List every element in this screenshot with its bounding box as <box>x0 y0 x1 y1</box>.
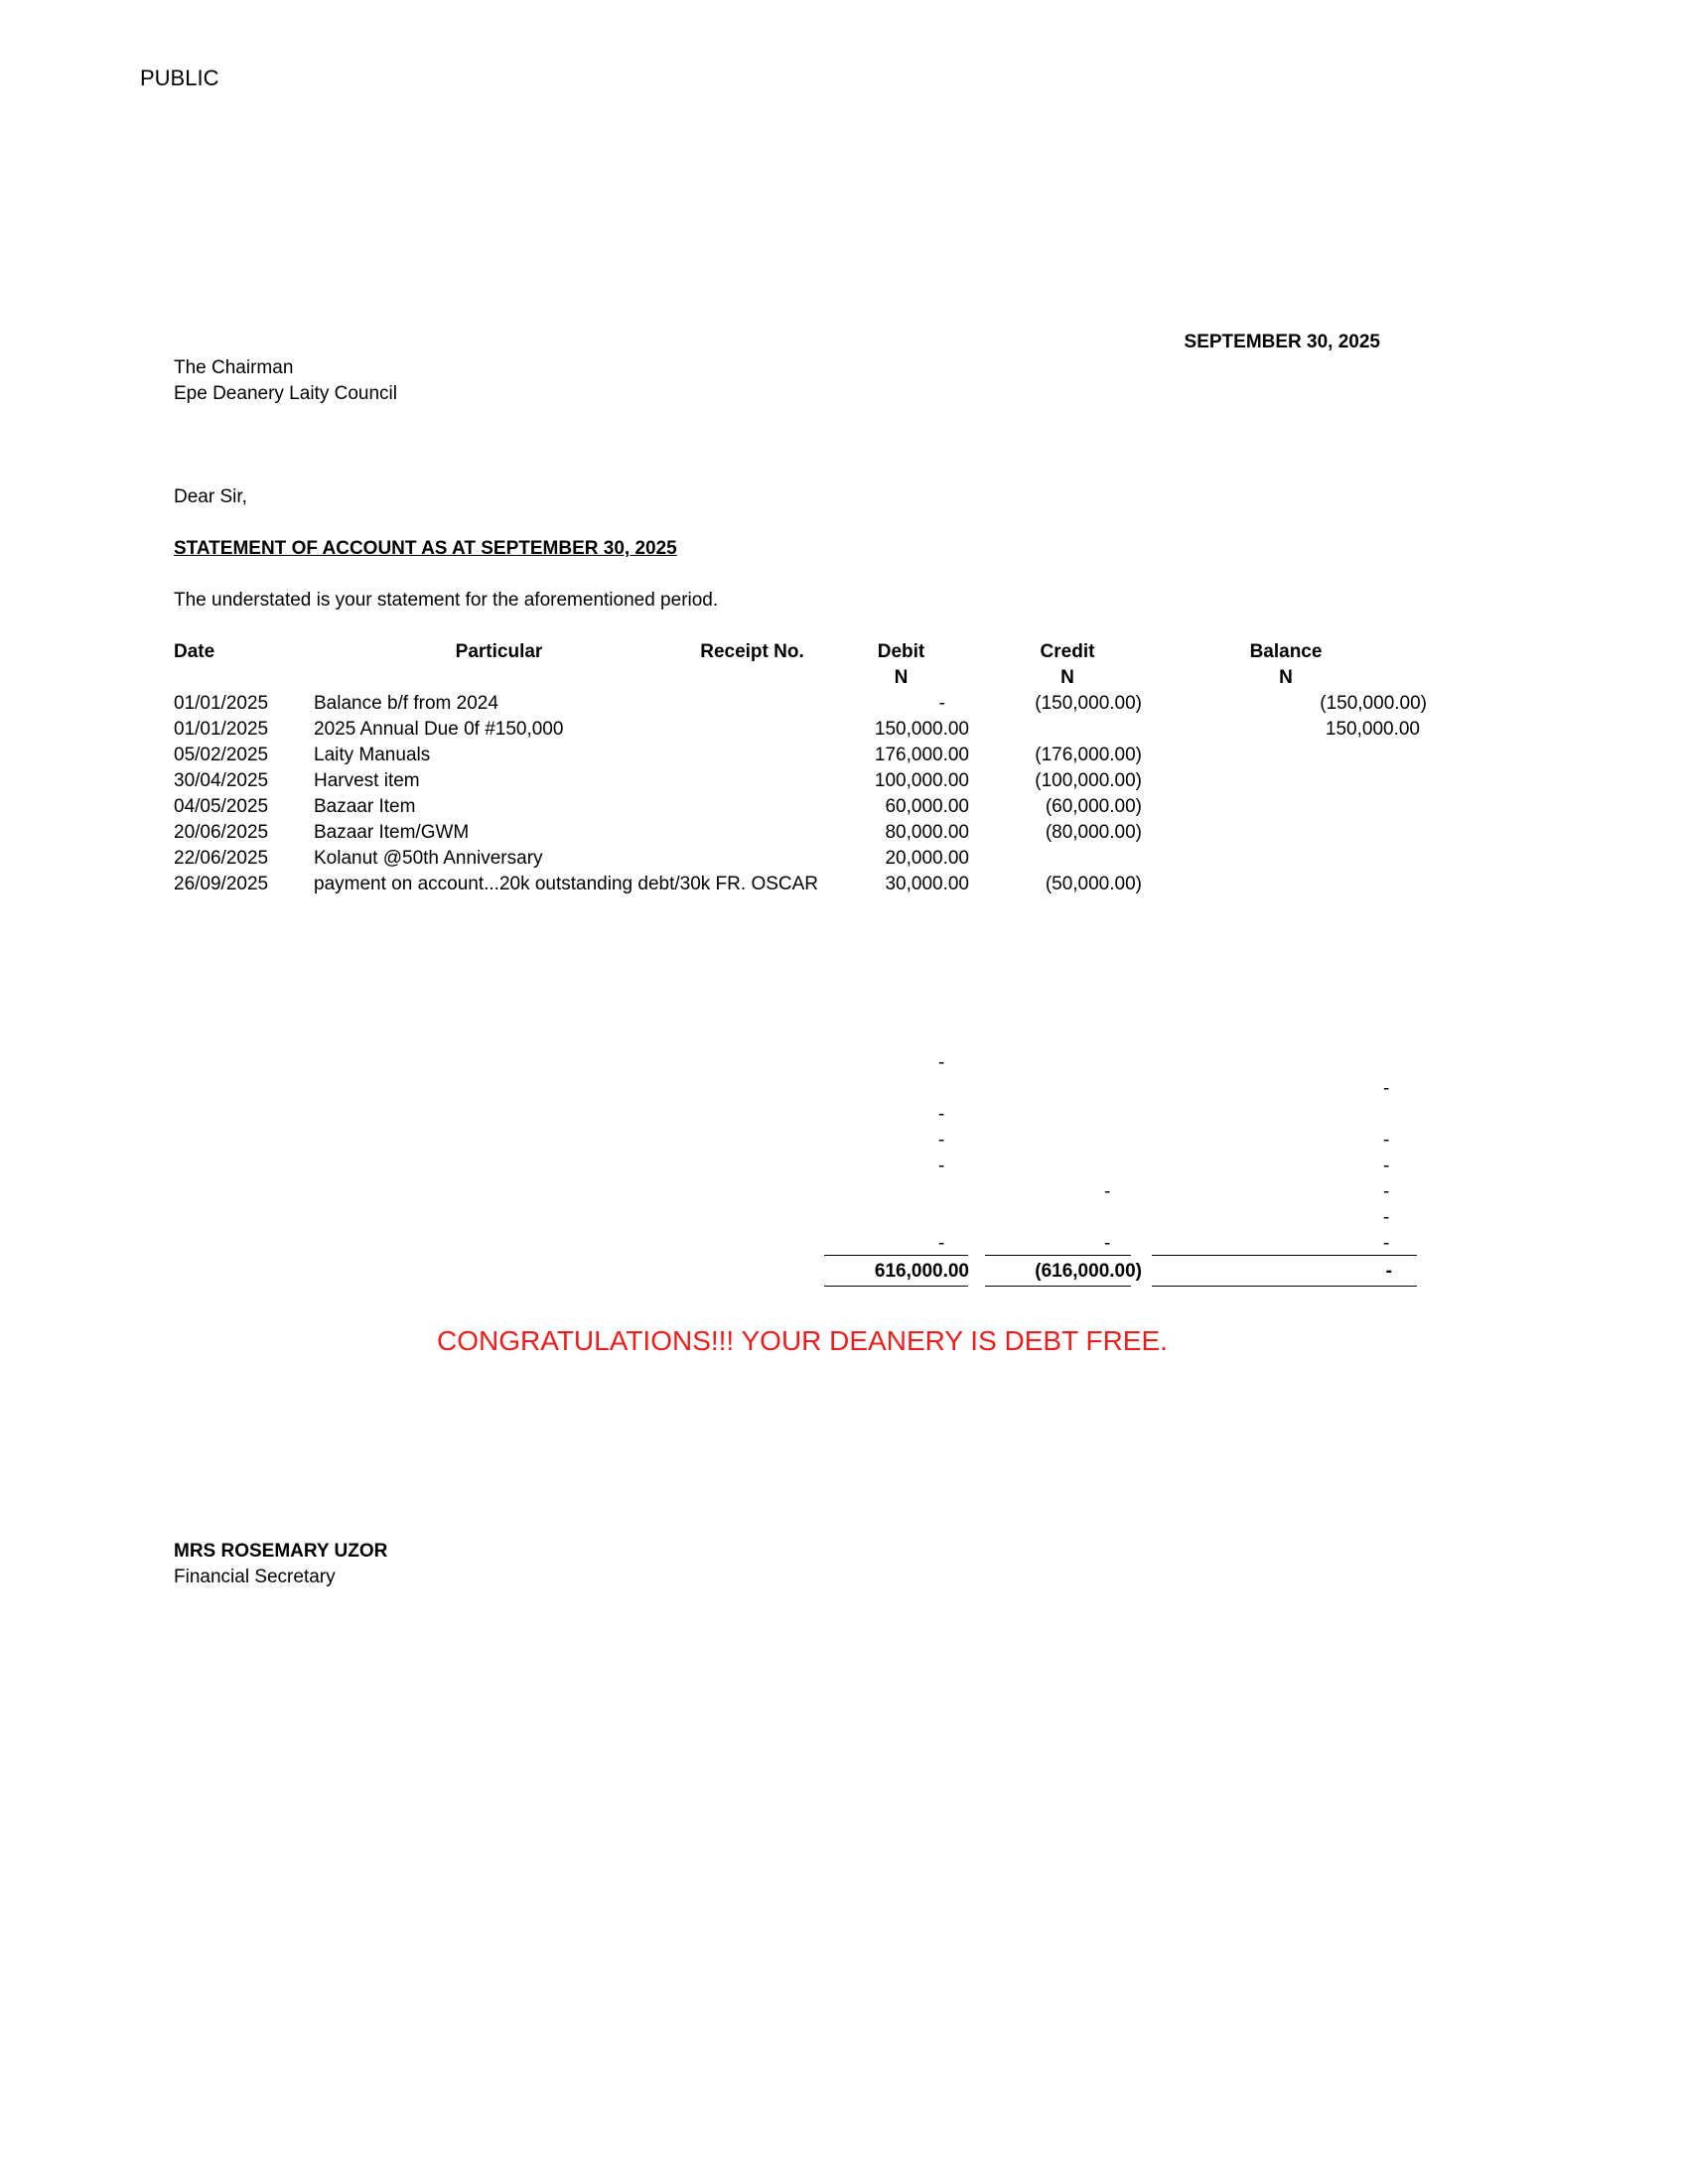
credit-total-rule-top <box>985 1255 1131 1256</box>
row-credit: (100,000.00) <box>1035 770 1142 791</box>
row-debit: - <box>938 693 945 714</box>
total-balance: - <box>1385 1261 1392 1282</box>
placeholder-dash: - <box>1383 1130 1390 1151</box>
table-row <box>0 820 1688 846</box>
row-particular: Harvest item <box>314 770 420 791</box>
table-currency-row <box>0 665 1688 691</box>
balance-total-rule-top <box>1152 1255 1417 1256</box>
header-receipt-no: Receipt No. <box>700 641 804 662</box>
addressee-block <box>174 355 397 407</box>
row-particular: Bazaar Item/GWM <box>314 822 470 843</box>
row-credit: (150,000.00) <box>1035 693 1142 714</box>
row-credit: (50,000.00) <box>1045 874 1142 894</box>
total-debit: 616,000.00 <box>874 1261 969 1282</box>
row-particular: Laity Manuals <box>314 745 431 765</box>
placeholder-dash: - <box>1383 1207 1390 1228</box>
row-date: 05/02/2025 <box>174 745 269 765</box>
header-debit: Debit <box>877 641 925 662</box>
row-credit: (60,000.00) <box>1045 796 1142 817</box>
table-row <box>0 794 1688 820</box>
intro-text: The understated is your statement for the aforementioned period. <box>174 590 719 611</box>
table-row <box>0 846 1688 872</box>
placeholder-dash: - <box>1104 1181 1111 1202</box>
placeholder-dash: - <box>938 1156 945 1176</box>
placeholder-dash: - <box>938 1104 945 1125</box>
row-debit: 60,000.00 <box>885 796 969 817</box>
placeholder-dash: - <box>1383 1233 1390 1254</box>
addressee-line-2: Epe Deanery Laity Council <box>174 383 397 404</box>
salutation: Dear Sir, <box>174 486 247 507</box>
table-row <box>0 743 1688 768</box>
debit-total-rule-bottom <box>824 1286 968 1287</box>
credit-currency: N <box>1060 667 1074 688</box>
row-balance: 150,000.00 <box>1325 719 1420 740</box>
row-date: 22/06/2025 <box>174 848 269 869</box>
row-balance: (150,000.00) <box>1320 693 1427 714</box>
row-date: 01/01/2025 <box>174 693 269 714</box>
totals-row <box>0 1259 1688 1285</box>
signatory-title: Financial Secretary <box>174 1567 336 1587</box>
placeholder-dash: - <box>938 1130 945 1151</box>
signatory-block <box>174 1539 387 1590</box>
row-particular: 2025 Annual Due 0f #150,000 <box>314 719 564 740</box>
row-credit: (80,000.00) <box>1045 822 1142 843</box>
header-particular: Particular <box>455 641 543 662</box>
placeholder-dash: - <box>1104 1233 1111 1254</box>
placeholder-dash: - <box>938 1233 945 1254</box>
credit-total-rule-bottom <box>985 1286 1131 1287</box>
placeholder-dash: - <box>1383 1078 1390 1099</box>
total-credit: (616,000.00) <box>1035 1261 1142 1282</box>
row-date: 26/09/2025 <box>174 874 269 894</box>
addressee-line-1: The Chairman <box>174 357 294 378</box>
table-row <box>0 691 1688 717</box>
table-header-row <box>0 639 1688 665</box>
placeholder-dash: - <box>938 1052 945 1073</box>
balance-total-rule-bottom <box>1152 1286 1417 1287</box>
row-date: 04/05/2025 <box>174 796 269 817</box>
header-credit: Credit <box>1040 641 1095 662</box>
header-balance: Balance <box>1249 641 1323 662</box>
row-debit: 100,000.00 <box>874 770 969 791</box>
row-debit: 30,000.00 <box>885 874 969 894</box>
table-row <box>0 768 1688 794</box>
row-debit: 150,000.00 <box>874 719 969 740</box>
table-row <box>0 717 1688 743</box>
row-particular: Kolanut @50th Anniversary <box>314 848 543 869</box>
row-debit: 20,000.00 <box>885 848 969 869</box>
row-date: 01/01/2025 <box>174 719 269 740</box>
row-debit: 80,000.00 <box>885 822 969 843</box>
classification-label: PUBLIC <box>140 66 219 90</box>
row-date: 20/06/2025 <box>174 822 269 843</box>
row-debit: 176,000.00 <box>874 745 969 765</box>
letter-date: SEPTEMBER 30, 2025 <box>1184 332 1380 352</box>
debit-total-rule-top <box>824 1255 968 1256</box>
row-date: 30/04/2025 <box>174 770 269 791</box>
signatory-name: MRS ROSEMARY UZOR <box>174 1541 388 1562</box>
placeholder-dash: - <box>1383 1156 1390 1176</box>
header-date: Date <box>174 641 215 662</box>
table-row <box>0 872 1688 897</box>
row-particular: payment on account...20k outstanding debt/30k FR. OSCAR <box>314 874 819 894</box>
statement-title: STATEMENT OF ACCOUNT AS AT SEPTEMBER 30, 2025 <box>174 538 677 559</box>
row-particular: Bazaar Item <box>314 796 416 817</box>
congratulations-message: CONGRATULATIONS!!! YOUR DEANERY IS DEBT FREE. <box>437 1325 1168 1356</box>
placeholder-dash: - <box>1383 1181 1390 1202</box>
balance-currency: N <box>1279 667 1293 688</box>
row-credit: (176,000.00) <box>1035 745 1142 765</box>
row-particular: Balance b/f from 2024 <box>314 693 498 714</box>
debit-currency: N <box>894 667 909 688</box>
